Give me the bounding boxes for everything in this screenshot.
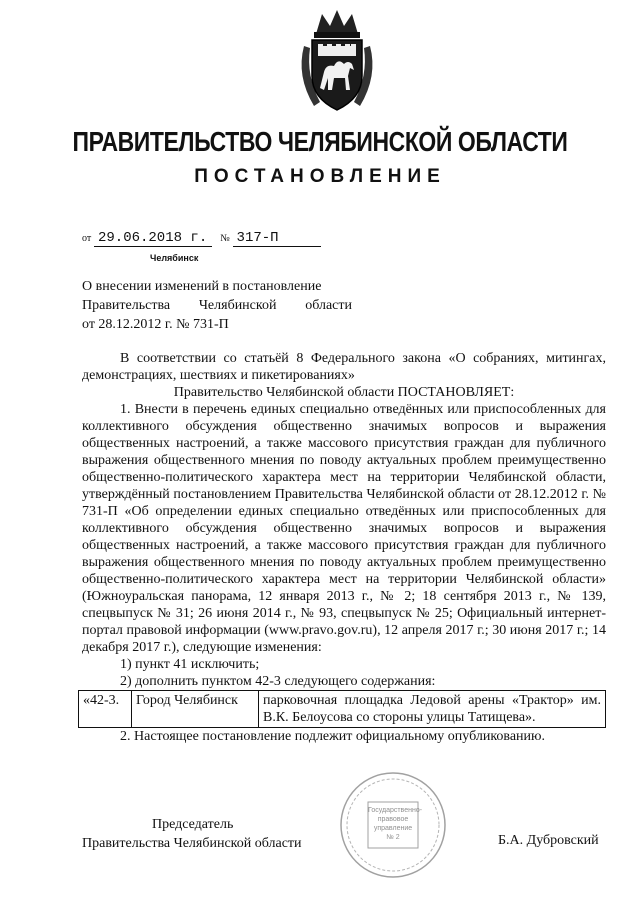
signatory-title-2: Правительства Челябинской области <box>82 836 302 851</box>
official-stamp <box>338 770 448 880</box>
document-date-number <box>82 231 321 247</box>
document-subject <box>82 277 352 334</box>
stamp-line-2: правовое <box>377 816 409 823</box>
city-label: Челябинск <box>150 253 199 263</box>
signatory-name: Б.А. Дубровский <box>498 833 599 848</box>
intro-paragraph: В соответствии со статьёй 8 Федерального закона «О собраниях, митингах, демонстрациях, шествиях и пикетированиях» <box>82 351 606 383</box>
row-city: Город Челябинск <box>132 691 259 728</box>
document-type: ПОСТАНОВЛЕНИЕ <box>194 166 446 187</box>
places-table <box>78 690 606 728</box>
document-date: 29.06.2018 г. <box>94 231 212 247</box>
subject-line-2: Правительства Челябинской области <box>82 298 352 313</box>
row-place: парковочная площадка Ледовой арены «Трактор» им. В.К. Белоусова со стороны улицы Татищева». <box>259 691 606 728</box>
item-1-paragraph: 1. Внести в перечень единых специально отведённых или приспособленных для коллективного обсуждения общественно значимых вопросов и выражения общественных настроений, а также массового присутствия граждан для публичного выражения общественного мнения по поводу актуальных проблем преимущественно общественно-политического характера мест на территории Челябинской области, утверждённый постановлением Правительства Челябинской области от 28.12.2012 г. № 731-П «Об определении единых специально отведённых или приспособленных для коллективного обсуждения общественно значимых вопросов и выражения общественных настроений, а также массового присутствия граждан для публичного выражения общественного мнения по поводу актуальных проблем преимущественно общественно-политического характера мест на территории Челябинской области» (Южноуральская панорама, 12 января 2013 г., № 2; 18 сентября 2013 г., № 139, спецвыпуск № 31; 26 июня 2014 г., № 93, спецвыпуск № 25; Официальный интернет-портал правовой информации (www.pravo.gov.ru), 12 апреля 2017 г.; 30 июня 2017 г.; 14 декабря 2017 г.), следующие изменения: <box>82 402 606 655</box>
sub-item-2: 2) дополнить пунктом 42-3 следующего содержания: <box>120 674 436 689</box>
document-number: 317-П <box>233 231 321 247</box>
subject-line-1: О внесении изменений в постановление <box>82 279 322 294</box>
number-label: № <box>220 233 230 244</box>
item-2-paragraph: 2. Настоящее постановление подлежит официальному опубликованию. <box>120 729 545 744</box>
stamp-line-3: управление <box>373 825 413 832</box>
government-title: ПРАВИТЕЛЬСТВО ЧЕЛЯБИНСКОЙ ОБЛАСТИ <box>72 126 568 157</box>
row-number: «42-3. <box>79 691 132 728</box>
stamp-line-1: Государственно- <box>368 807 423 814</box>
signatory-title <box>82 815 342 853</box>
sub-item-1: 1) пункт 41 исключить; <box>120 657 260 672</box>
subject-line-3: от 28.12.2012 г. № 731-П <box>82 317 229 332</box>
coat-of-arms-emblem <box>294 6 380 116</box>
resolves-line: Правительство Челябинской области ПОСТАНОВЛЯЕТ: <box>173 385 515 400</box>
document-body <box>82 350 606 745</box>
signatory-title-1: Председатель <box>152 817 234 832</box>
table-row <box>79 691 606 728</box>
stamp-line-4: № 2 <box>386 834 400 841</box>
from-label: от <box>82 233 92 244</box>
